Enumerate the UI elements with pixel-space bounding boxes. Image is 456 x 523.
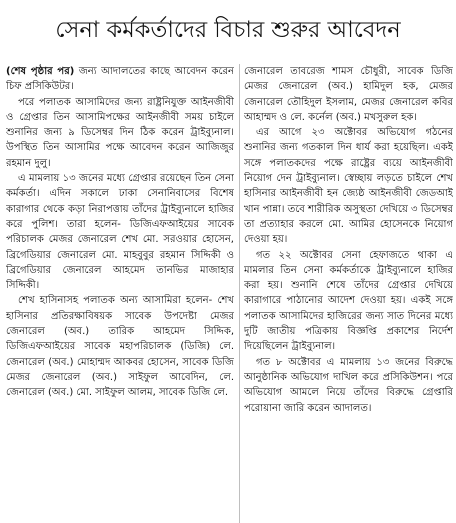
- paragraph-hearing-date: পরে পলাতক আসামিদের জন্য রাষ্ট্রনিযুক্ত আইনজীবী ও গ্রেপ্তার তিন আসামিপক্ষের আইনজীবী সময় চাইলে শুনানির জন্য ৯ ডিসেম্বর দিন ঠিক করেন ট্রাইব্যুনাল। উপস্থিত তিন আসামির পক্ষে আবেদন করেন আজিজুর রহমান দুলু।: [6, 96, 234, 169]
- watermark: [150, 232, 300, 254]
- paragraph-accused-continued: জেনারেল তাবরেজ শামস চৌধুরী, সাবেক ডিজি মেজর জেনারেল (অব.) হামিদুল হক, মেজর জেনারেল তৌহিদুল ইসলাম, মেজর জেনারেল কবির আহাম্মদ ও লে. কর্নেল (অব.) মখসুরুল হক।: [244, 66, 453, 123]
- right-column: [244, 64, 453, 523]
- paragraph-earlier-hearing: এর আগে ২৩ অক্টোবর অভিযোগ গঠনের শুনানির জন্য গতকাল দিন ধার্য করা হয়েছিল। একই সঙ্গে পলাতকদের পক্ষে রাষ্ট্রের ব্যয়ে আইনজীবী নিয়োগ দেন ট্রাইব্যুনাল। স্বেচ্ছায় লড়তে চাইলে শেখ হাসিনার আইনজীবী হন জ্যেষ্ঠ আইনজীবী জেডআই খান পান্না। তবে শারীরিক অসুস্থতা দেখিয়ে ৩ ডিসেম্বর তা প্রত্যাহার করলে মো. আমির হোসেনকে নিয়োগ দেওয়া হয়।: [244, 127, 453, 246]
- paragraph-continuation-text: জন্য আদালতের কাছে আবেদন করেন চিফ প্রসিকিউটর।: [6, 66, 234, 93]
- paragraph-charges-filed: গত ৮ অক্টোবর এ মামলায় ১৩ জনের বিরুদ্ধে আনুষ্ঠানিক অভিযোগ দাখিল করে প্রসিকিউশন। পরে অভিযোগ আমলে নিয়ে তাঁদের বিরুদ্ধে গ্রেপ্তারি পরোয়ানা জারি করেন আদালত।: [244, 356, 453, 414]
- column-divider: [239, 64, 240, 523]
- paragraph-continuation: [6, 64, 234, 95]
- paragraph-arrested-officers: এ মামলায় ১৩ জনের মধ্যে গ্রেপ্তার রয়েছেন তিন সেনা কর্মকর্তা। এদিন সকালে ঢাকা সেনানিবাসের বিশেষ কারাগার থেকে কড়া নিরাপত্তায় তাঁদের ট্রাইব্যুনালে হাজির করে পুলিশ। তারা হলেন- ডিজিএফআইয়ের সাবেক পরিচালক মেজর জেনারেল শেখ মো. সরওয়ার হোসেন, ব্রিগেডিয়ার জেনারেল মো. মাহবুবুর রহমান সিদ্দিকী ও ব্রিগেডিয়ার জেনারেল আহমেদ তানভির মাজাহার সিদ্দিকী।: [6, 173, 234, 292]
- continuation-tag: (শেষ পৃষ্ঠার পর): [6, 66, 75, 77]
- headline: সেনা কর্মকর্তাদের বিচার শুরুর আবেদন: [55, 17, 401, 43]
- paragraph-absconding-accused: শেখ হাসিনাসহ পলাতক অন্য আসামিরা হলেন- শেখ হাসিনার প্রতিরক্ষাবিষয়ক সাবেক উপদেষ্টা মেজর জেনারেল (অব.) তারিক আহমেদ সিদ্দিক, ডিজিএফআইয়ের সাবেক মহাপরিচালক (ডিজি) লে. জেনারেল (অব.) মোহাম্মদ আকবর হোসেন, সাবেক ডিজি মেজর জেনারেল (অব.) সাইফুল আবেদিন, লে. জেনারেল (অব.) মো. সাইফুল আলম, সাবেক ডিজি লে.: [6, 295, 234, 399]
- paragraph-custody-order: গত ২২ অক্টোবর সেনা হেফাজতে থাকা এ মামলার তিন সেনা কর্মকর্তাকে ট্রাইব্যুনালে হাজির করা হয়। শুনানি শেষে তাঁদের গ্রেপ্তার দেখিয়ে কারাগারে পাঠানোর আদেশ দেওয়া হয়। একই সঙ্গে পলাতক আসামিদের হাজিরের জন্য সাত দিনের মধ্যে দুটি জাতীয় পত্রিকায় বিজ্ঞপ্তি প্রকাশের নির্দেশ দিয়েছিলেন ট্রাইব্যুনাল।: [244, 249, 453, 353]
- left-column: [6, 64, 234, 523]
